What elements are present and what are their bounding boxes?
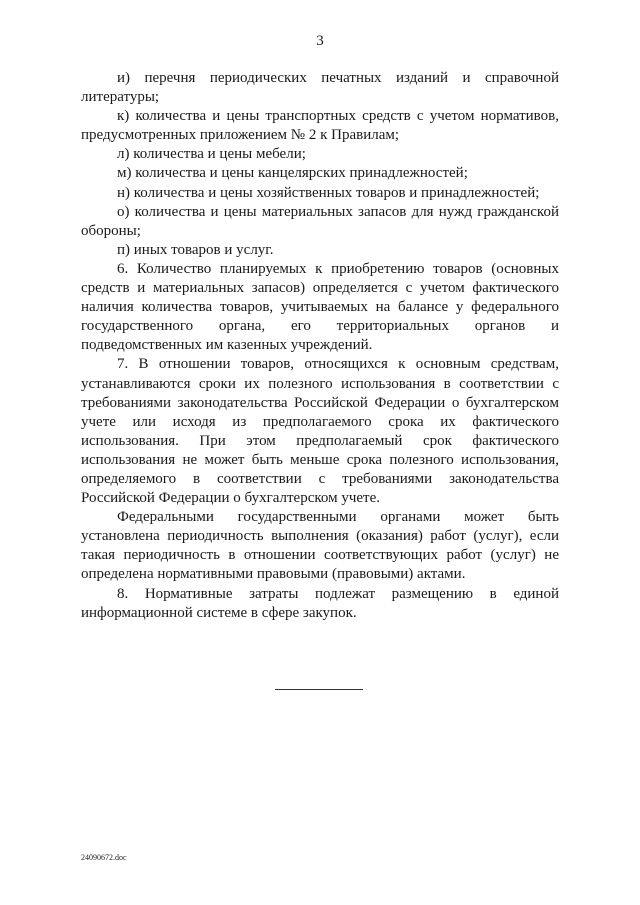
paragraph-clause-8: 8. Нормативные затраты подлежат размещению в единой информационной системе в сфере закупок. bbox=[81, 585, 559, 621]
page-number: 3 bbox=[316, 33, 324, 49]
paragraph-periodicity: Федеральными государственными органами может быть установлена периодичность выполнения (оказания) работ (услуг), если такая периодичность в отношении соответствующих работ (услуг) не определена нормативными правовыми (правовыми) актами. bbox=[81, 509, 559, 583]
paragraph-item-n: н) количества и цены хозяйственных товаров и принадлежностей; bbox=[117, 184, 540, 201]
paragraph-item-m: м) количества и цены канцелярских принадлежностей; bbox=[117, 165, 468, 182]
paragraph-item-l: л) количества и цены мебели; bbox=[117, 146, 306, 163]
document-body bbox=[81, 69, 559, 623]
paragraph-item-p: п) иных товаров и услуг. bbox=[117, 241, 274, 258]
paragraph-item-k: к) количества и цены транспортных средств с учетом нормативов, предусмотренных приложением № 2 к Правилам; bbox=[81, 108, 559, 144]
end-separator-line bbox=[275, 689, 363, 690]
paragraph-item-o: о) количества и цены материальных запасов для нужд гражданской обороны; bbox=[81, 203, 559, 239]
paragraph-clause-6: 6. Количество планируемых к приобретению товаров (основных средств и материальных запасов) определяется с учетом фактического наличия количества товаров, учитываемых на балансе у федерального государственного органа, его территориальных органов и подведомственных им казенных учреждений. bbox=[81, 260, 559, 354]
paragraph-item-i: и) перечня периодических печатных изданий и справочной литературы; bbox=[81, 70, 559, 106]
paragraph-clause-7: 7. В отношении товаров, относящихся к основным средствам, устанавливаются сроки их полезного использования в соответствии с требованиями законодательства Российской Федерации о бухгалтерском учете или исходя из предполагаемого срока их фактического использования. При этом предполагаемый срок фактического использования не может быть меньше срока полезного использования, определяемого в соответствии с требованиями законодательства Российской Федерации о бухгалтерском учете. bbox=[81, 356, 559, 507]
footer-document-code: 24090672.doc bbox=[81, 853, 127, 862]
